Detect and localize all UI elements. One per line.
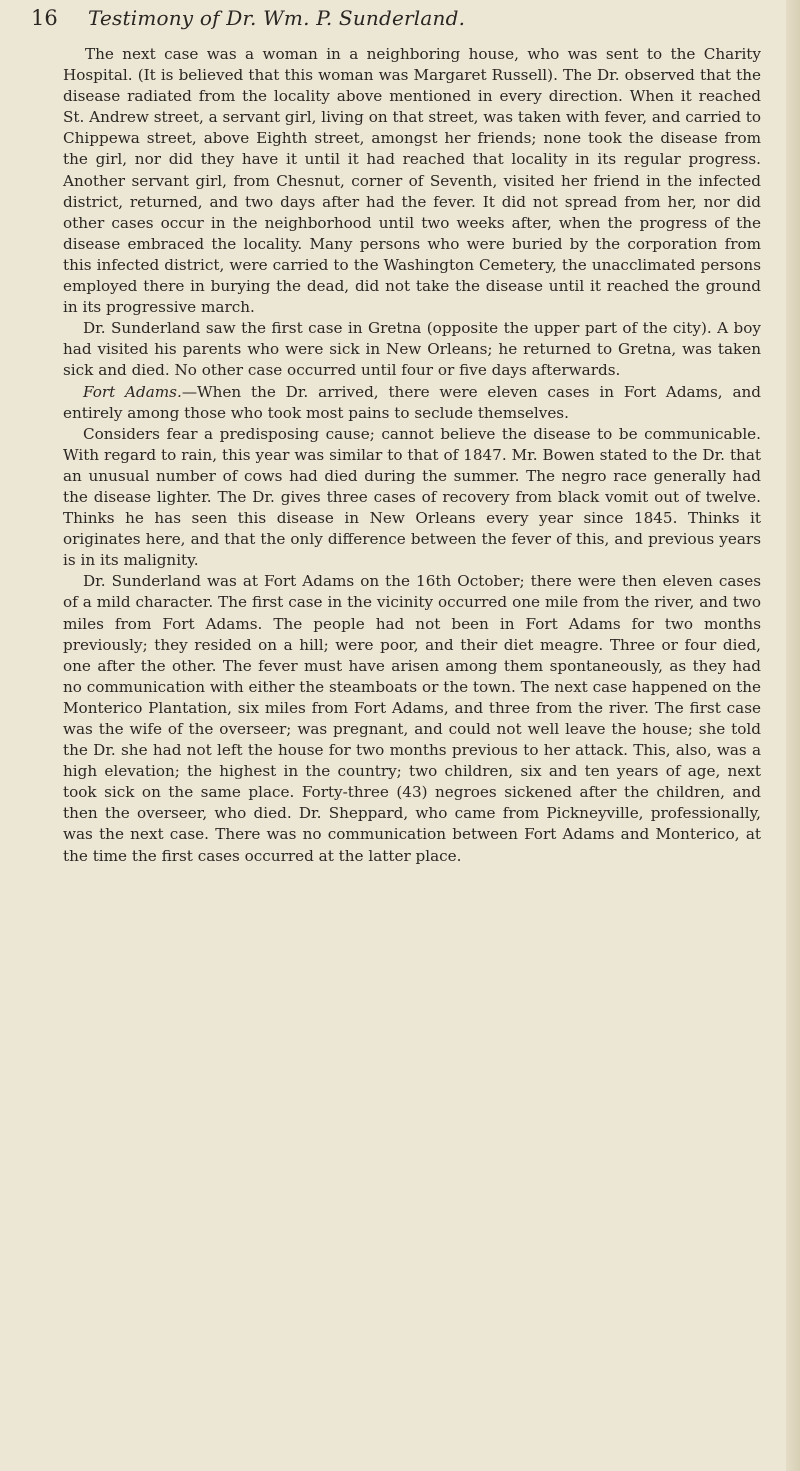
- paragraph: [63, 424, 761, 572]
- paragraph: [63, 571, 761, 866]
- paragraph-text: Dr. Sunderland saw the first case in Gretna (opposite the upper part of the city). A boy had visited his parents who were sick in New Orleans; he returned to Gretna, was taken sick and died. No other case occurred until four or five days afterwards.: [63, 319, 761, 380]
- running-title: Testimony of Dr. Wm. P. Sunderland.: [88, 6, 466, 30]
- section-heading: Fort Adams.: [83, 382, 182, 401]
- paragraph-text: The next case was a woman in a neighboring house, who was sent to the Charity Hospital. (It is believed that this woman was Margaret Russell). The Dr. observed that the disease radiated from the locality above mentioned in every direction. When it reached St. Andrew street, a servant girl, living on that street, was taken with fever, and carried to Chippewa street, above Eighth street, amongst her friends; none took the disease from the girl, nor did they have it until it had reached that locality in its regular progress. Another servant girl, from Chesnut, corner of Seventh, visited her friend in the infected district, returned, and two days after had the fever. It did not spread from her, nor did other cases occur in the neighborhood until two weeks after, when the progress of the disease embraced the locality. Many persons who were buried by the corporation from this infected district, were carried to the Washington Cemetery, the unacclimated persons employed there in burying the dead, did not take the disease until it reached the ground in its progressive march.: [63, 45, 761, 317]
- paragraph: [63, 44, 761, 318]
- page-edge: [786, 0, 800, 1471]
- paragraph: [63, 318, 761, 381]
- paragraph-text: —When the Dr. arrived, there were eleven cases in Fort Adams, and entirely among those who took most pains to seclude themselves.: [63, 382, 762, 422]
- paragraph-text: Considers fear a predisposing cause; cannot believe the disease to be communicable. With regard to rain, this year was similar to that of 1847. Mr. Bowen stated to the Dr. that an unusual number of cows had died during the summer. The negro race generally had the disease lighter. The Dr. gives three cases of recovery from black vomit out of twelve. Thinks he has seen this disease in New Orleans every year since 1845. Thinks it originates here, and that the only difference between the fever of this, and previous years is in its malignity.: [63, 424, 761, 570]
- page-number: 16: [31, 6, 58, 30]
- body-text: [63, 44, 761, 867]
- page-header: [31, 2, 771, 34]
- paragraph: [63, 382, 761, 424]
- paragraph-text: Dr. Sunderland was at Fort Adams on the 16th October; there were then eleven cases of a mild character. The first case in the vicinity occurred one mile from the river, and two miles from Fort Adams. The people had not been in Fort Adams for two months previously; they resided on a hill; were poor, and their diet meagre. Three or four died, one after the other. The fever must have arisen among them spontaneously, as they had no communication with either the steamboats or the town. The next case happened on the Monterico Plantation, six miles from Fort Adams, and three from the river. The first case was the wife of the overseer; was pregnant, and could not well leave the house; she told the Dr. she had not left the house for two months previous to her attack. This, also, was a high elevation; the highest in the country; two children, six and ten years of age, next took sick on the same place. Forty-three (43) negroes sickened after the children, and then the overseer, who died. Dr. Sheppard, who came from Pickneyville, professionally, was the next case. There was no communication between Fort Adams and Monterico, at the time the first cases occurred at the latter place.: [63, 572, 761, 865]
